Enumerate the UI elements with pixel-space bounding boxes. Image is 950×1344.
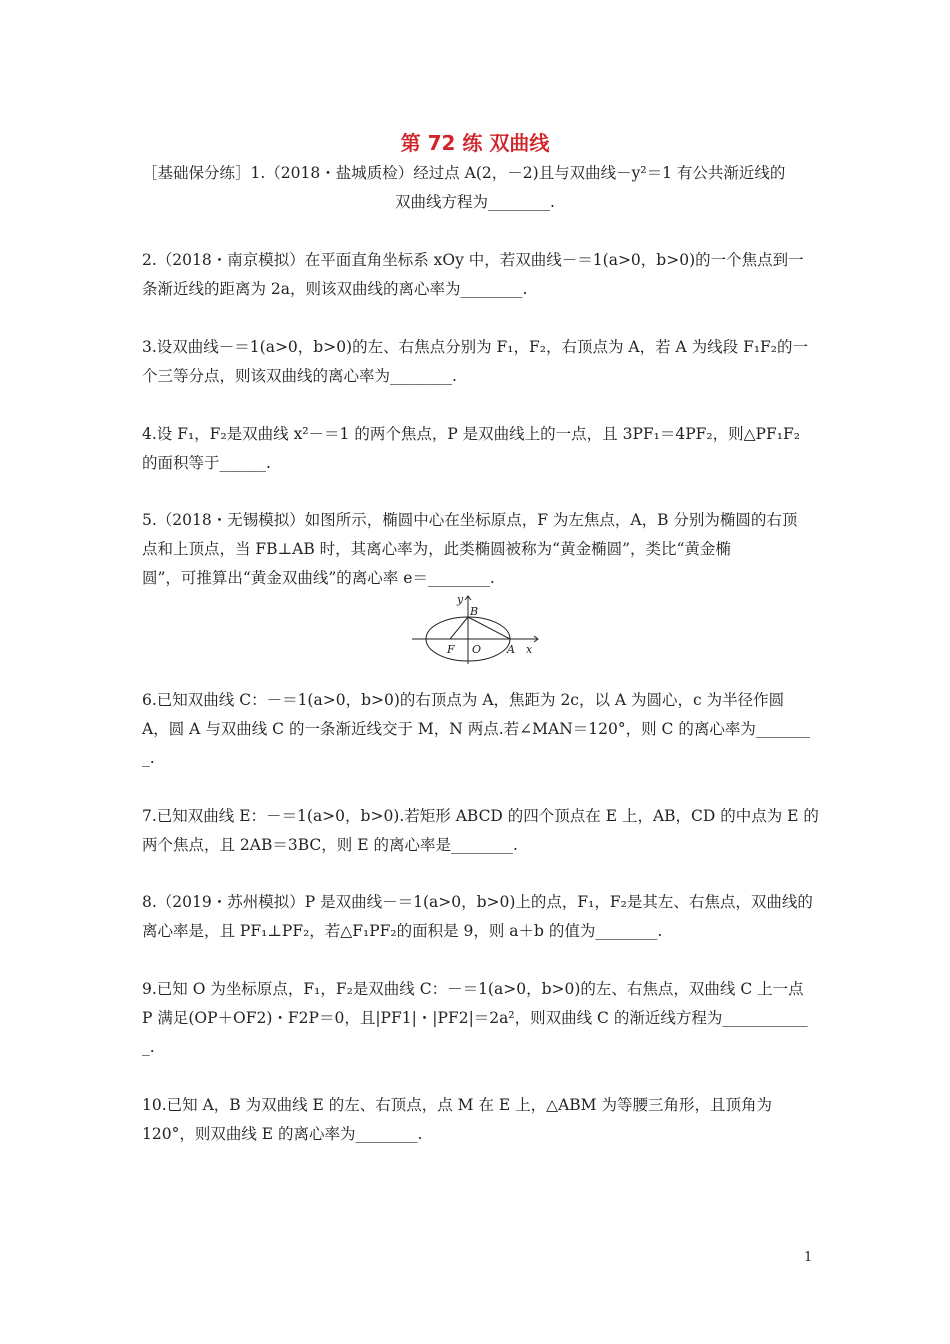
problem-6-line-3: _. (142, 749, 155, 767)
problem-5-line-2: 点和上顶点，当 FB⊥AB 时，其离心率为，此类椭圆被称为“黄金椭圆”，类比“黄金椭 (142, 540, 731, 558)
problem-9-line-3: _. (142, 1038, 155, 1056)
problem-9-line-2: P 满足(OP＋OF2)・F2P＝0，且|PF1|・|PF2|＝2a²，则双曲线 C 的渐近线方程为___________ (142, 1009, 808, 1027)
problem-5-line-3: 圆”，可推算出“黄金双曲线”的离心率 e＝________. (142, 569, 495, 587)
problem-7-line-2: 两个焦点，且 2AB＝3BC，则 E 的离心率是________. (142, 836, 518, 854)
page-number: 1 (804, 1250, 813, 1265)
ellipse-figure (408, 590, 548, 670)
problem-2-line-2: 条渐近线的距离为 2a，则该双曲线的离心率为________. (142, 280, 528, 298)
label-o: O (472, 643, 482, 656)
problem-1-line-2: 双曲线方程为________. (395, 193, 555, 211)
problem-2-line-1: 2.（2018・南京模拟）在平面直角坐标系 xOy 中，若双曲线－＝1(a>0，b>0)的一个焦点到一 (142, 251, 804, 269)
problem-6-line-1: 6.已知双曲线 C：－＝1(a>0，b>0)的右顶点为 A，焦距为 2c，以 A 为圆心，c 为半径作圆 (142, 691, 785, 709)
problem-7-line-1: 7.已知双曲线 E：－＝1(a>0，b>0).若矩形 ABCD 的四个顶点在 E 上，AB，CD 的中点为 E 的 (142, 807, 819, 825)
page-title: 第 72 练 双曲线 (400, 131, 550, 155)
problem-4-line-2: 的面积等于______. (142, 454, 271, 472)
problem-9-line-1: 9.已知 O 为坐标原点，F₁，F₂是双曲线 C：－＝1(a>0，b>0)的左、右焦点，双曲线 C 上一点 (142, 980, 804, 998)
problem-1-line-1: ［基础保分练］1.（2018・盐城质检）经过点 A(2，－2)且与双曲线－y²＝1 有公共渐近线的 (142, 164, 786, 182)
problem-6-line-2: A，圆 A 与双曲线 C 的一条渐近线交于 M，N 两点.若∠MAN＝120°，则 C 的离心率为_______ (142, 720, 811, 738)
segment-fb (450, 617, 468, 639)
problem-10-line-1: 10.已知 A，B 为双曲线 E 的左、右顶点，点 M 在 E 上，△ABM 为等腰三角形，且顶角为 (142, 1096, 772, 1114)
problem-5-line-1: 5.（2018・无锡模拟）如图所示，椭圆中心在坐标原点，F 为左焦点，A，B 分别为椭圆的右顶 (142, 511, 798, 529)
label-b: B (470, 605, 479, 618)
problem-4-line-1: 4.设 F₁，F₂是双曲线 x²－＝1 的两个焦点，P 是双曲线上的一点，且 3PF₁＝4PF₂，则△PF₁F₂ (142, 425, 800, 443)
problem-10-line-2: 120°，则双曲线 E 的离心率为________. (142, 1125, 423, 1143)
problem-3-line-2: 个三等分点，则该双曲线的离心率为________. (142, 367, 457, 385)
label-y: y (457, 593, 464, 606)
label-x: x (526, 643, 533, 656)
label-a: A (507, 643, 515, 656)
problem-8-line-2: 离心率是，且 PF₁⊥PF₂，若△F₁PF₂的面积是 9，则 a＋b 的值为________. (142, 922, 663, 940)
problem-3-line-1: 3.设双曲线－＝1(a>0，b>0)的左、右焦点分别为 F₁，F₂，右顶点为 A，若 A 为线段 F₁F₂的一 (142, 338, 809, 356)
label-f: F (447, 643, 455, 656)
problem-8-line-1: 8.（2019・苏州模拟）P 是双曲线－＝1(a>0，b>0)上的点，F₁，F₂是其左、右焦点，双曲线的 (142, 893, 813, 911)
